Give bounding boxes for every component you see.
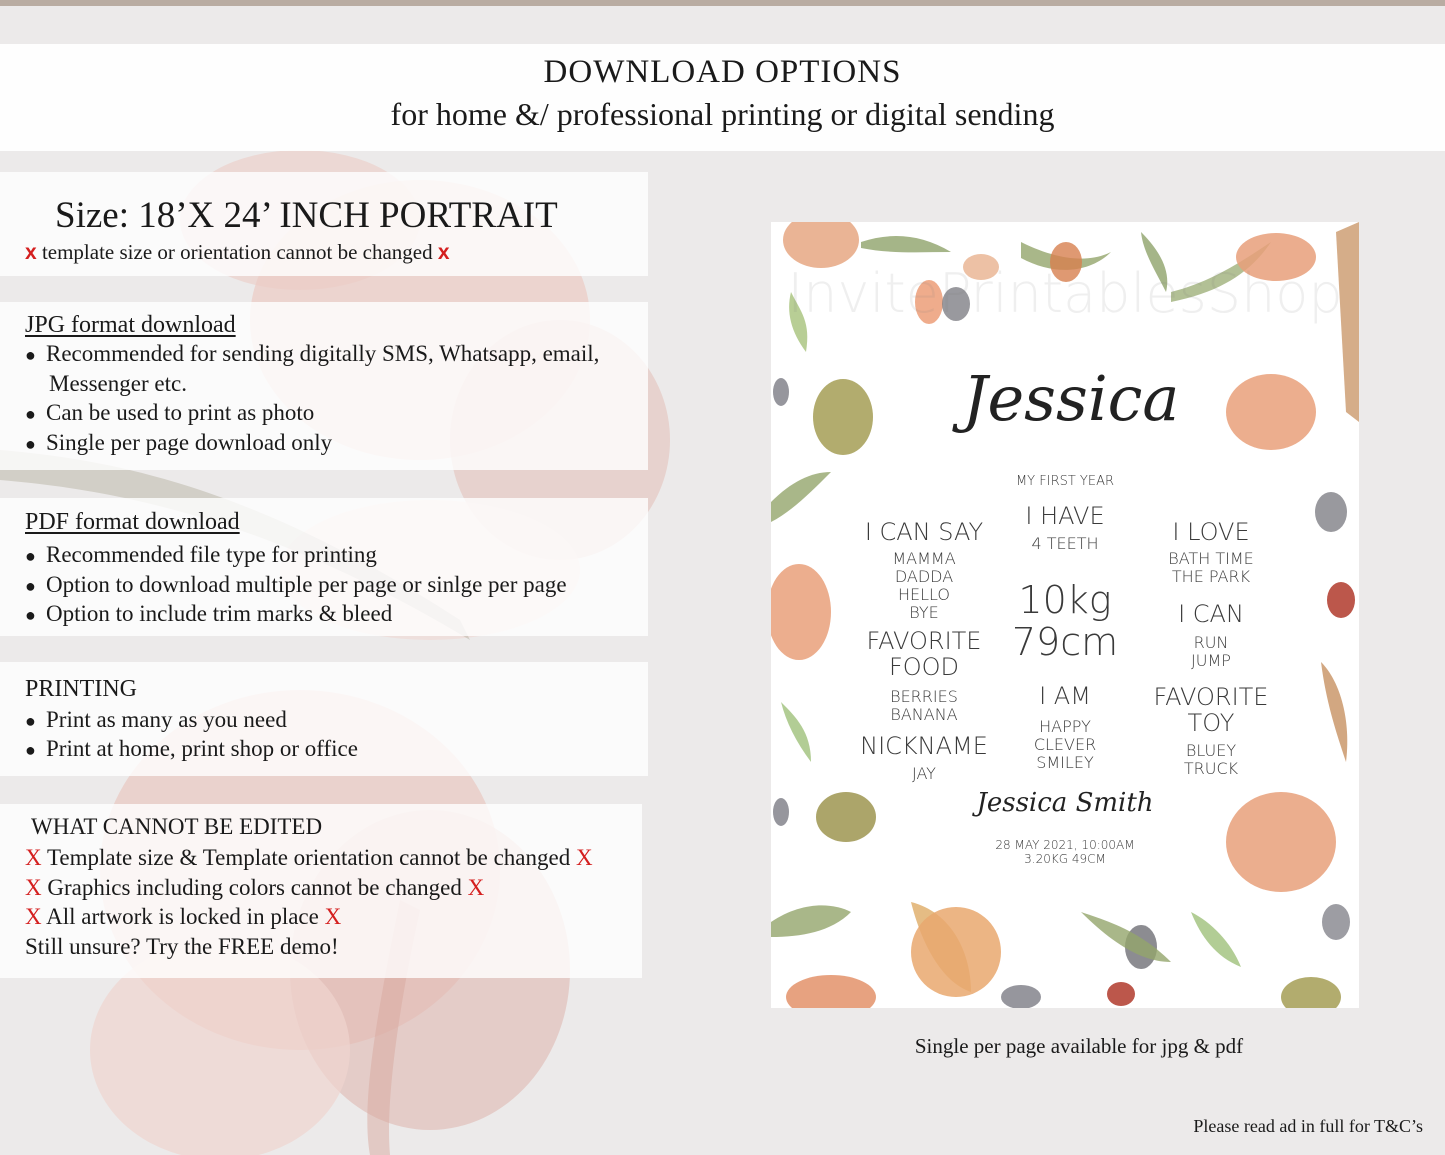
watermark: InvitePrintablesShop xyxy=(787,262,1343,325)
list-item: ● Print at home, print shop or office xyxy=(25,736,358,761)
size-note-line xyxy=(25,240,450,265)
list-item: ● Single per page download only xyxy=(25,430,333,455)
bullet-icon: ● xyxy=(25,740,36,760)
red-x-icon: X xyxy=(25,904,42,929)
i-love-label: I LOVE xyxy=(1172,518,1250,546)
red-x-icon: x xyxy=(437,241,450,264)
bullet-icon: ● xyxy=(25,404,36,424)
size-title: Size: 18’X 24’ INCH PORTRAIT xyxy=(55,195,558,236)
bullet-icon: ● xyxy=(25,711,36,731)
red-x-icon: X xyxy=(324,904,342,929)
bullet-icon: ● xyxy=(25,434,36,454)
bullet-icon: ● xyxy=(25,546,36,566)
list-item: ● Print as many as you need xyxy=(25,707,287,732)
weight-value: 10kg xyxy=(1018,578,1112,622)
favorite-toy-items: BLUEY TRUCK xyxy=(1183,741,1239,778)
i-can-say-label: I CAN SAY xyxy=(864,518,984,546)
list-item: ● Recommended for sending digitally SMS, Whatsapp, email, xyxy=(25,341,600,366)
i-can-say-items: MAMMA DADDA HELLO BYE xyxy=(892,549,956,622)
list-item: X All artwork is locked in place X xyxy=(25,904,342,929)
poster-preview xyxy=(771,222,1359,1008)
favorite-food-items: BERRIES BANANA xyxy=(890,687,958,724)
bullet-icon: ● xyxy=(25,345,36,365)
jpg-title: JPG format download xyxy=(25,312,236,338)
list-item: ● Option to download multiple per page or sinlge per page xyxy=(25,572,567,597)
size-note: template size or orientation cannot be changed xyxy=(41,240,433,264)
poster-name: Jessica xyxy=(962,362,1180,435)
nickname-label: NICKNAME xyxy=(860,732,988,760)
red-x-icon: X xyxy=(25,875,42,900)
i-am-items: HAPPY CLEVER SMILEY xyxy=(1033,717,1097,772)
nickname-value: JAY xyxy=(912,764,936,783)
i-love-items: BATH TIME THE PARK xyxy=(1168,549,1254,586)
favorite-toy-label: FAVORITE TOY xyxy=(1153,683,1269,737)
list-item: Messenger etc. xyxy=(49,371,187,396)
cannot-edit-panel xyxy=(0,804,642,978)
bullet-icon: ● xyxy=(25,605,36,625)
printing-title: PRINTING xyxy=(25,676,137,702)
list-item: X Graphics including colors cannot be changed X xyxy=(25,875,485,900)
size-panel xyxy=(0,172,648,276)
i-can-label: I CAN xyxy=(1178,600,1244,628)
download-options-header xyxy=(0,44,1445,151)
cannot-edit-title: WHAT CANNOT BE EDITED xyxy=(31,814,323,839)
poster-subtitle: MY FIRST YEAR xyxy=(1015,474,1115,489)
red-x-icon: X xyxy=(25,845,42,870)
demo-line: Still unsure? Try the FREE demo! xyxy=(25,934,339,959)
birth-details: 28 MAY 2021, 10:00AM 3.20KG 49CM xyxy=(995,838,1135,866)
top-photo-strip xyxy=(0,0,1445,6)
list-item: X Template size & Template orientation cannot be changed X xyxy=(25,845,593,870)
i-am-label: I AM xyxy=(1039,682,1091,710)
jpg-panel xyxy=(0,302,648,470)
list-item: ● Recommended file type for printing xyxy=(25,542,377,567)
printing-panel xyxy=(0,662,648,776)
terms-footnote: Please read ad in full for T&C’s xyxy=(1193,1116,1423,1136)
list-item: ● Option to include trim marks & bleed xyxy=(25,601,393,626)
header-subtitle: for home &/ professional printing or digital sending xyxy=(390,96,1055,132)
poster-signature: Jessica Smith xyxy=(976,788,1154,818)
favorite-food-label: FAVORITE FOOD xyxy=(866,627,982,681)
list-item: ● Can be used to print as photo xyxy=(25,400,315,425)
i-have-value: 4 TEETH xyxy=(1031,534,1099,553)
poster-caption: Single per page available for jpg & pdf xyxy=(914,1034,1244,1058)
height-value: 79cm xyxy=(1011,620,1119,664)
pdf-panel xyxy=(0,498,648,636)
i-can-items: RUN JUMP xyxy=(1191,633,1231,670)
header-title: DOWNLOAD OPTIONS xyxy=(543,54,902,90)
background-flower-image xyxy=(0,150,720,1155)
red-x-icon: x xyxy=(25,241,37,264)
red-x-icon: X xyxy=(575,845,593,870)
pdf-title: PDF format download xyxy=(25,509,240,535)
red-x-icon: X xyxy=(467,875,485,900)
i-have-label: I HAVE xyxy=(1025,502,1105,530)
bullet-icon: ● xyxy=(25,576,36,596)
